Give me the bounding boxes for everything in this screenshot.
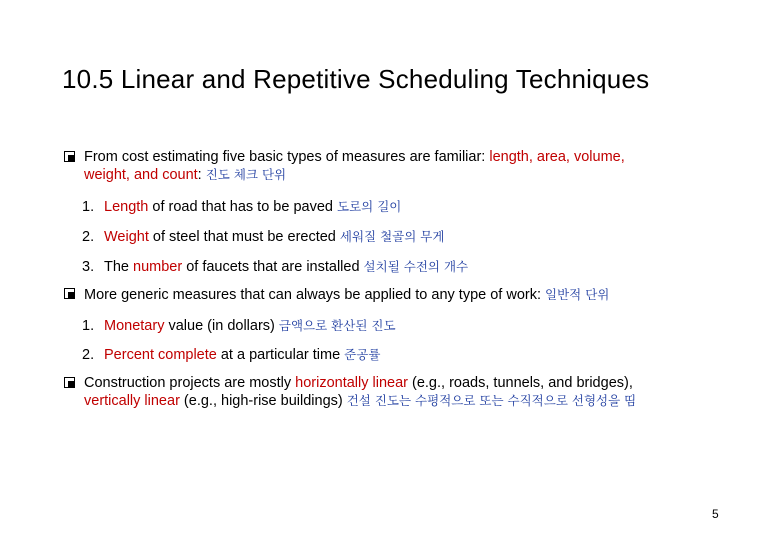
list-item <box>82 345 380 363</box>
korean-note: 진도 체크 단위 <box>205 167 287 182</box>
list-item-text: The <box>104 259 134 275</box>
korean-note: 건설 진도는 수평적으로 또는 수직적으로 선형성을 띰 <box>346 393 637 408</box>
list-number: 2. <box>82 347 95 363</box>
square-bullet-icon <box>64 377 75 388</box>
bullet-text-part: More generic measures that can always be applied to any type of work: <box>84 287 546 303</box>
korean-note: 금액으로 환산된 진도 <box>278 318 396 333</box>
list-item-text: value (in dollars) <box>164 318 279 334</box>
bullet-generic-measures <box>64 286 744 304</box>
page-number: 5 <box>712 507 719 521</box>
bullet-text <box>64 375 724 410</box>
square-bullet-icon <box>64 288 75 299</box>
bullet-text-part: : <box>197 167 202 183</box>
square-bullet-icon <box>64 151 75 162</box>
list-item <box>82 197 401 215</box>
korean-note: 도로의 길이 <box>337 199 402 214</box>
highlight-text: Length <box>104 199 149 215</box>
highlight-text: number <box>133 259 183 275</box>
list-item <box>82 316 396 334</box>
list-item-text: of steel that must be erected <box>148 229 340 245</box>
bullet-text-part: (e.g., high-rise buildings) <box>179 393 347 409</box>
list-item <box>82 227 444 245</box>
bullet-text-part: From cost estimating five basic types of measures are familiar: <box>84 149 490 165</box>
list-number: 3. <box>82 259 95 275</box>
highlight-text: Monetary <box>104 318 165 334</box>
korean-note: 일반적 단위 <box>545 287 610 302</box>
highlight-text: horizontally linear <box>295 375 408 391</box>
list-item-text: of faucets that are installed <box>182 259 364 275</box>
bullet-text <box>64 286 744 304</box>
bullet-text-part: Construction projects are mostly <box>84 375 296 391</box>
list-number: 2. <box>82 229 95 245</box>
bullet-measures <box>64 149 724 184</box>
list-item-text: at a particular time <box>216 347 345 363</box>
korean-note: 준공률 <box>344 347 381 362</box>
slide-title: 10.5 Linear and Repetitive Scheduling Techniques <box>62 64 650 94</box>
highlight-text: vertically linear <box>84 393 180 409</box>
highlight-text: Percent complete <box>104 347 217 363</box>
highlight-text: weight, and count <box>84 167 198 183</box>
list-item <box>82 257 468 275</box>
list-number: 1. <box>82 318 95 334</box>
korean-note: 세워질 철골의 무게 <box>339 229 445 244</box>
bullet-text-part: (e.g., roads, tunnels, and bridges), <box>407 375 633 391</box>
bullet-text <box>64 149 724 184</box>
list-number: 1. <box>82 199 95 215</box>
korean-note: 설치될 수전의 개수 <box>363 259 469 274</box>
list-item-text: of road that has to be paved <box>148 199 337 215</box>
highlight-text: Weight <box>104 229 149 245</box>
highlight-text: length, area, volume, <box>489 149 625 165</box>
bullet-construction-projects <box>64 375 724 410</box>
